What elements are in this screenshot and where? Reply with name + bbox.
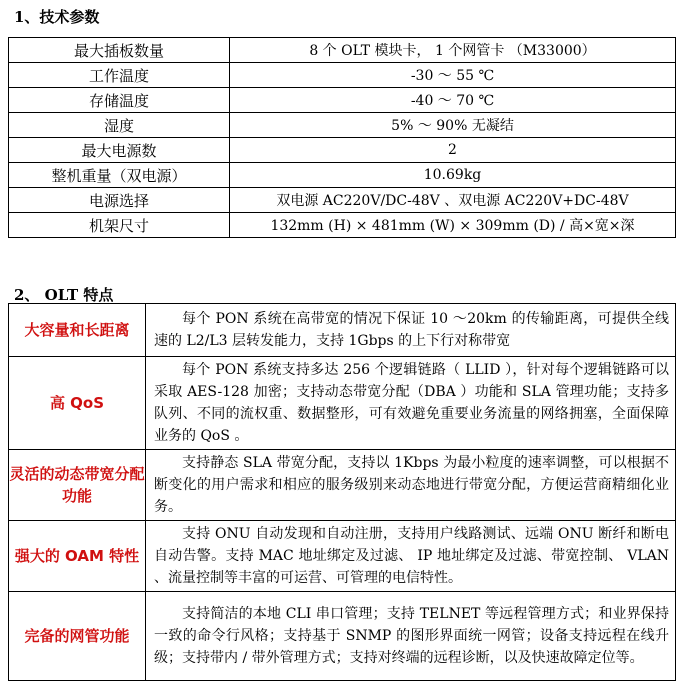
feature-description: 支持简洁的本地 CLI 串口管理；支持 TELNET 等远程管理方式；和业界保持一致的命令行风格；支持基于 SNMP 的图形界面统一网管；设备支持远程在线升级；支持带内 / 带外管理方式；支持对终端的远程诊断，以及快速故障定位等。 — [146, 592, 676, 681]
spec-value: -30 ～ 55 ℃ — [230, 63, 676, 88]
feature-label: 灵活的动态带宽分配功能 — [9, 450, 146, 521]
table-row — [9, 63, 676, 88]
feature-description: 支持 ONU 自动发现和自动注册，支持用户线路测试、远端 ONU 断纤和断电自动告警。支持 MAC 地址绑定及过滤、 IP 地址绑定及过滤、带宽控制、 VLAN 、流量控制等丰富的可运营、可管理的电信特性。 — [146, 521, 676, 592]
table-row — [9, 357, 676, 450]
spec-value: -40 ～ 70 ℃ — [230, 88, 676, 113]
feature-description: 支持静态 SLA 带宽分配，支持以 1Kbps 为最小粒度的速率调整，可以根据不断变化的用户需求和相应的服务级别来动态地进行带宽分配，方便运营商精细化业务。 — [146, 450, 676, 521]
spec-label: 最大插板数量 — [9, 38, 230, 63]
section-1-title: 1、技术参数 — [14, 8, 100, 26]
spec-label: 湿度 — [9, 113, 230, 138]
spec-label: 机架尺寸 — [9, 213, 230, 238]
section-2-title: 2、 OLT 特点 — [14, 286, 114, 304]
table-row — [9, 163, 676, 188]
feature-description: 每个 PON 系统在高带宽的情况下保证 10 ～20km 的传输距离，可提供全线速的 L2/L3 层转发能力，支持 1Gbps 的上下行对称带宽 — [146, 304, 676, 357]
table-row — [9, 38, 676, 63]
spec-label: 工作温度 — [9, 63, 230, 88]
table-row — [9, 304, 676, 357]
spec-label: 电源选择 — [9, 188, 230, 213]
table-row — [9, 188, 676, 213]
table-row — [9, 450, 676, 521]
spec-value: 10.69kg — [230, 163, 676, 188]
spec-label: 整机重量（双电源） — [9, 163, 230, 188]
spec-value: 8 个 OLT 模块卡， 1 个网管卡 （M33000） — [230, 38, 676, 63]
feature-label: 强大的 OAM 特性 — [9, 521, 146, 592]
spec-value: 双电源 AC220V/DC-48V 、双电源 AC220V+DC-48V — [230, 188, 676, 213]
table-row — [9, 521, 676, 592]
spec-value: 132mm (H) × 481mm (W) × 309mm (D) / 高×宽×深 — [230, 213, 676, 238]
spec-table — [8, 37, 676, 238]
spec-label: 存储温度 — [9, 88, 230, 113]
spec-value: 5% ～ 90% 无凝结 — [230, 113, 676, 138]
feature-label: 高 QoS — [9, 357, 146, 450]
feature-description: 每个 PON 系统支持多达 256 个逻辑链路（ LLID ），针对每个逻辑链路可以采取 AES-128 加密；支持动态带宽分配（DBA ）功能和 SLA 管理功能；支持多队列、不同的流权重、数据整形，可有效避免重要业务流量的网络拥塞，全面保障业务的 QoS 。 — [146, 357, 676, 450]
spec-value: 2 — [230, 138, 676, 163]
table-row — [9, 88, 676, 113]
feature-label: 大容量和长距离 — [9, 304, 146, 357]
feature-table — [8, 303, 676, 681]
table-row — [9, 592, 676, 681]
feature-label: 完备的网管功能 — [9, 592, 146, 681]
table-row — [9, 138, 676, 163]
table-row — [9, 113, 676, 138]
table-row — [9, 213, 676, 238]
spec-label: 最大电源数 — [9, 138, 230, 163]
